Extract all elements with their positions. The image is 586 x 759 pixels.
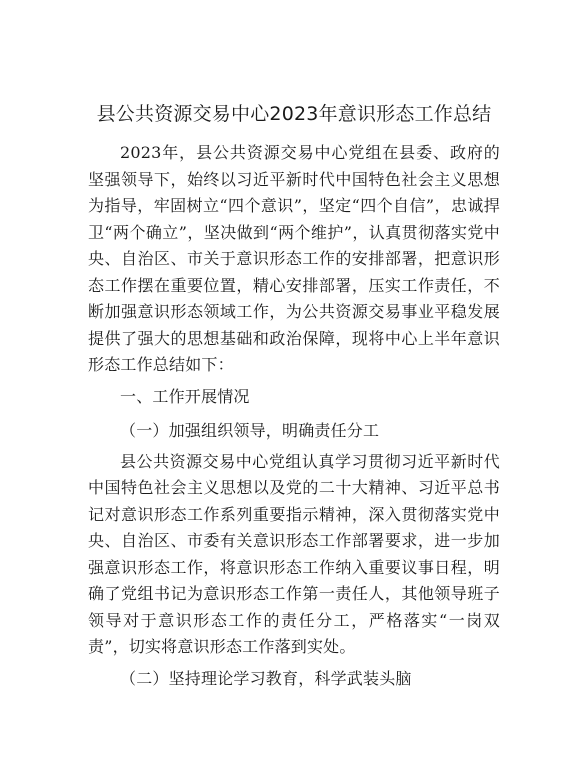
sub-heading-theory-study: （二）坚持理论学习教育，科学武装头脑	[120, 668, 412, 688]
document-page	[88, 100, 500, 697]
section-heading-work-status: 一、工作开展情况	[120, 386, 250, 406]
sub-heading-organization: （一）加强组织领导，明确责任分工	[120, 420, 380, 440]
organization-paragraph: 县公共资源交易中心党组认真学习贯彻习近平新时代中国特色社会主义思想以及党的二十大精神、习近平总书记对意识形态工作系列重要指示精神，深入贯彻落实党中央、自治区、市委有关意识形态工作部署要求，进一步加强意识形态工作，将意识形态工作纳入重要议事日程，明确了党组书记为意识形态工作第一责任人，其他领导班子领导对于意识形态工作的责任分工，严格落实“一岗双责”，切实将意识形态工作落到实处。	[88, 451, 500, 656]
document-title: 县公共资源交易中心2023年意识形态工作总结	[96, 103, 492, 125]
intro-paragraph: 2023年，县公共资源交易中心党组在县委、政府的坚强领导下，始终以习近平新时代中国特色社会主义思想为指导，牢固树立“四个意识”，坚定“四个自信”，忠诚捍卫“两个确立”，坚决做到“两个维护”，认真贯彻落实党中央、自治区、市关于意识形态工作的安排部署，把意识形态工作摆在重要位置，精心安排部署，压实工作责任，不断加强意识形态领域工作，为公共资源交易事业平稳发展提供了强大的思想基础和政治保障，现将中心上半年意识形态工作总结如下：	[88, 143, 500, 374]
